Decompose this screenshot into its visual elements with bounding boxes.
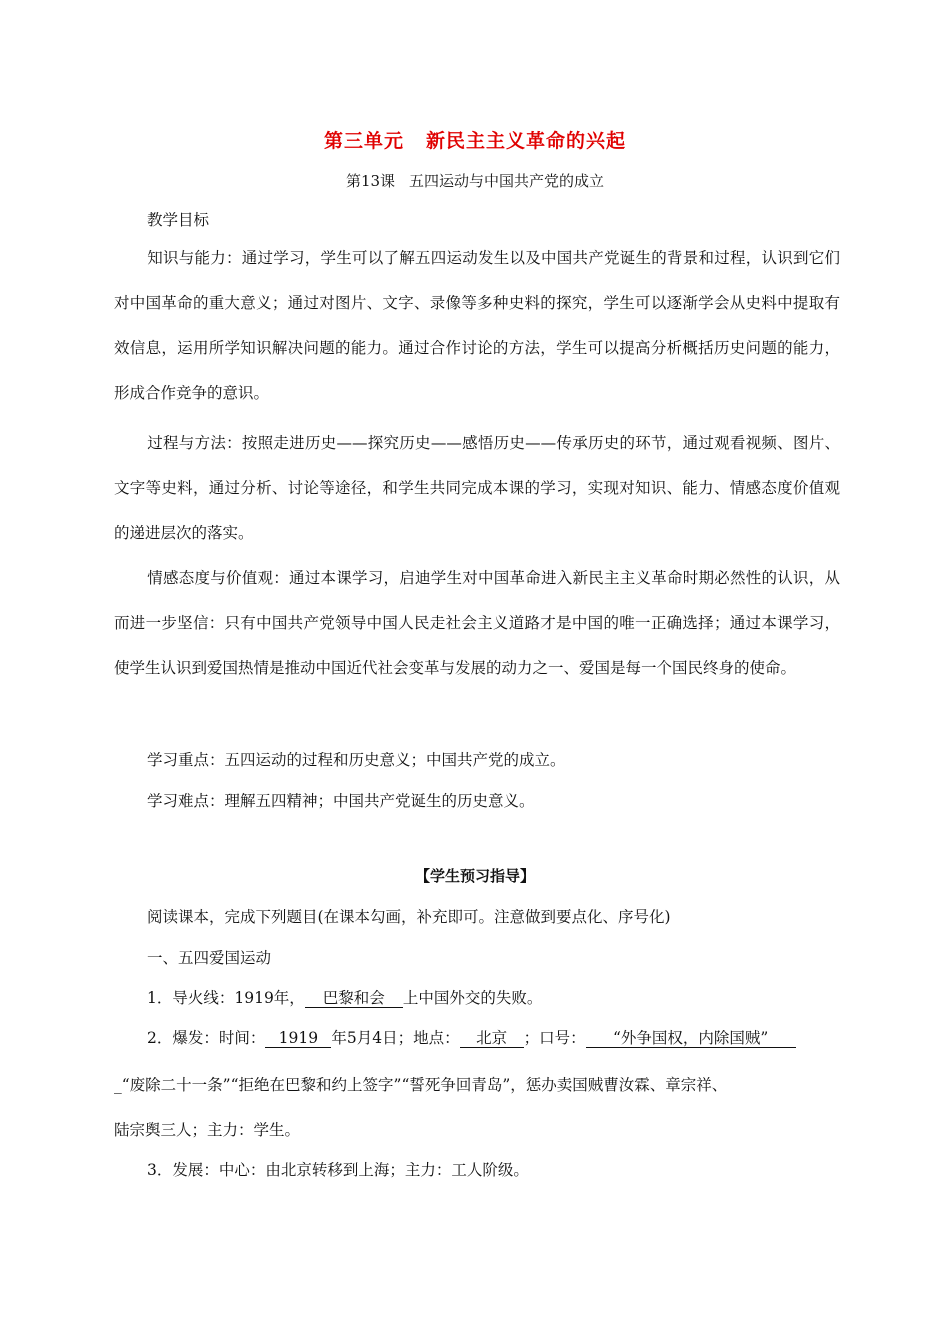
lesson-title — [0, 170, 950, 191]
objective-emotion — [114, 556, 840, 691]
objective-process — [114, 421, 840, 556]
section-may-fourth: 一、五四爱国运动 — [147, 949, 272, 967]
item-development: 3．发展：中心：由北京转移到上海；主力：工人阶级。 — [147, 1161, 529, 1179]
item-outbreak-date: 年5月4日；地点： — [331, 1029, 460, 1047]
blank-time: 1919 — [265, 1029, 331, 1048]
objective-knowledge — [114, 236, 840, 416]
unit-title-name: 新民主主义革命的兴起 — [426, 130, 627, 152]
slogan-underscore: _ — [114, 1076, 122, 1094]
unit-title-number: 第三单元 — [323, 130, 404, 152]
item-fuse-prefix: 1．导火线：1919年， — [147, 989, 305, 1007]
item-outbreak-line2 — [114, 1073, 727, 1095]
item-outbreak — [147, 1026, 796, 1048]
lesson-number: 第13课 — [345, 172, 396, 190]
preview-heading: 【学生预习指导】 — [414, 867, 535, 885]
preview-instruction: 阅读课本，完成下列题目(在课本勾画，补充即可。注意做到要点化、序号化) — [147, 908, 671, 926]
blank-place: 北京 — [460, 1029, 524, 1048]
blank-slogan-1: “外争国权，内除国贼” — [586, 1029, 796, 1048]
slogan-continued: “废除二十一条”“拒绝在巴黎和约上签字”“誓死争回青岛”，惩办卖国贼曹汝霖、章宗祥、 — [121, 1076, 728, 1094]
key-points: 学习重点：五四运动的过程和历史意义；中国共产党的成立。 — [147, 751, 566, 769]
objectives-heading: 教学目标 — [147, 211, 210, 229]
item-fuse-suffix: 上中国外交的失败。 — [402, 989, 543, 1007]
objective-emotion-text: 情感态度与价值观：通过本课学习，启迪学生对中国革命进入新民主主义革命时期必然性的认识，从而进一步坚信：只有中国共产党领导中国人民走社会主义道路才是中国的唯一正确选择；通过本课学习，使学生认识到爱国热情是推动中国近代社会变革与发展的动力之一、爱国是每一个国民终身的使命。 — [114, 569, 840, 677]
objective-process-text: 过程与方法：按照走进历史——探究历史——感悟历史——传承历史的环节，通过观看视频、图片、文字等史料，通过分析、讨论等途径，和学生共同完成本课的学习，实现对知识、能力、情感态度价值观的递进层次的落实。 — [114, 434, 840, 542]
item-outbreak-prefix: 2．爆发：时间： — [147, 1029, 266, 1047]
lesson-name: 五四运动与中国共产党的成立 — [409, 172, 605, 190]
objective-knowledge-text: 知识与能力：通过学习，学生可以了解五四运动发生以及中国共产党诞生的背景和过程，认识到它们对中国革命的重大意义；通过对图片、文字、录像等多种史料的探究，学生可以逐渐学会从史料中提取有效信息，运用所学知识解决问题的能力。通过合作讨论的方法，学生可以提高分析概括历史问题的能力，形成合作竞争的意识。 — [114, 249, 840, 402]
unit-title — [0, 126, 950, 153]
item-fuse — [147, 986, 542, 1008]
item-outbreak-line3: 陆宗舆三人；主力：学生。 — [114, 1121, 301, 1139]
difficult-points: 学习难点：理解五四精神；中国共产党诞生的历史意义。 — [147, 792, 535, 810]
blank-paris-conference: 巴黎和会 — [305, 989, 403, 1008]
item-outbreak-slogan-label: ；口号： — [523, 1029, 586, 1047]
